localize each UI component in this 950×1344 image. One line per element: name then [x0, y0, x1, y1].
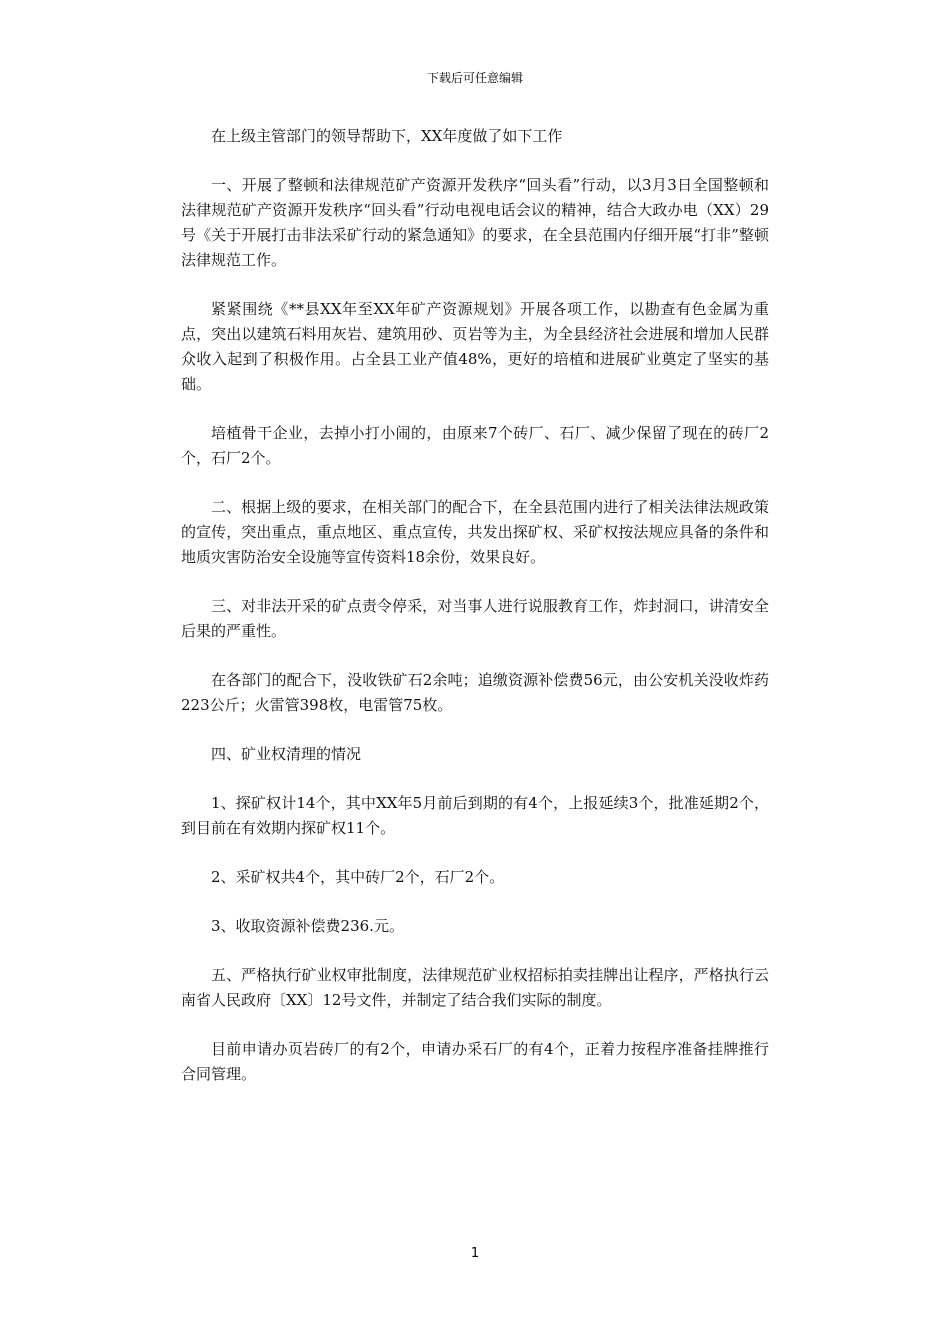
paragraph-section-2: 二、根据上级的要求，在相关部门的配合下，在全县范围内进行了相关法律法规政策的宣传，突出重点，重点地区、重点宣传，共发出探矿权、采矿权按法规应具备的条件和地质灾害防治安全设施等宣传资料18余份，效果良好。 — [181, 498, 769, 566]
list-item: 1、探矿权计14个，其中XX年5月前后到期的有4个，上报延续3个，批准延期2个，到目前在有效期内探矿权11个。 — [181, 794, 769, 837]
paragraph-section-5: 五、严格执行矿业权审批制度，法律规范矿业权招标拍卖挂牌出让程序，严格执行云南省人民政府〔XX〕12号文件，并制定了结合我们实际的制度。 — [181, 966, 769, 1009]
paragraph: 目前申请办页岩砖厂的有2个，申请办采石厂的有4个，正着力按程序准备挂牌推行合同管理。 — [181, 1040, 769, 1083]
paragraph-section-4: 四、矿业权清理的情况 — [211, 745, 362, 763]
paragraph: 培植骨干企业，去掉小打小闹的，由原来7个砖厂、石厂、减少保留了现在的砖厂2个，石厂2个。 — [181, 424, 769, 467]
paragraph: 紧紧围绕《**县XX年至XX年矿产资源规划》开展各项工作，以勘查有色金属为重点，突出以建筑石料用灰岩、建筑用砂、页岩等为主，为全县经济社会进展和增加人民群众收入起到了积极作用。占全县工业产值48%，更好的培植和进展矿业奠定了坚实的基础。 — [181, 300, 769, 393]
page-number: 1 — [470, 1246, 480, 1261]
paragraph-section-1: 一、开展了整顿和法律规范矿产资源开发秩序“回头看”行动，以3月3日全国整顿和法律规范矿产资源开发秩序“回头看”行动电视电话会议的精神，结合大政办电（XX）29号《关于开展打击非法采矿行动的紧急通知》的要求，在全县范围内仔细开展“打非”整顿法律规范工作。 — [181, 176, 769, 269]
header-note: 下载后可任意编辑 — [426, 71, 523, 85]
paragraph-section-3: 三、对非法开采的矿点责令停采，对当事人进行说服教育工作，炸封洞口，讲清安全后果的严重性。 — [181, 597, 769, 640]
list-item: 2、采矿权共4个，其中砖厂2个，石厂2个。 — [211, 868, 505, 886]
paragraph: 在各部门的配合下，没收铁矿石2余吨；追缴资源补偿费56元，由公安机关没收炸药223公斤；火雷管398枚，电雷管75枚。 — [181, 671, 769, 714]
list-item: 3、收取资源补偿费236.元。 — [211, 917, 404, 935]
paragraph-intro: 在上级主管部门的领导帮助下，XX年度做了如下工作 — [211, 127, 563, 145]
document-body — [181, 124, 769, 1111]
